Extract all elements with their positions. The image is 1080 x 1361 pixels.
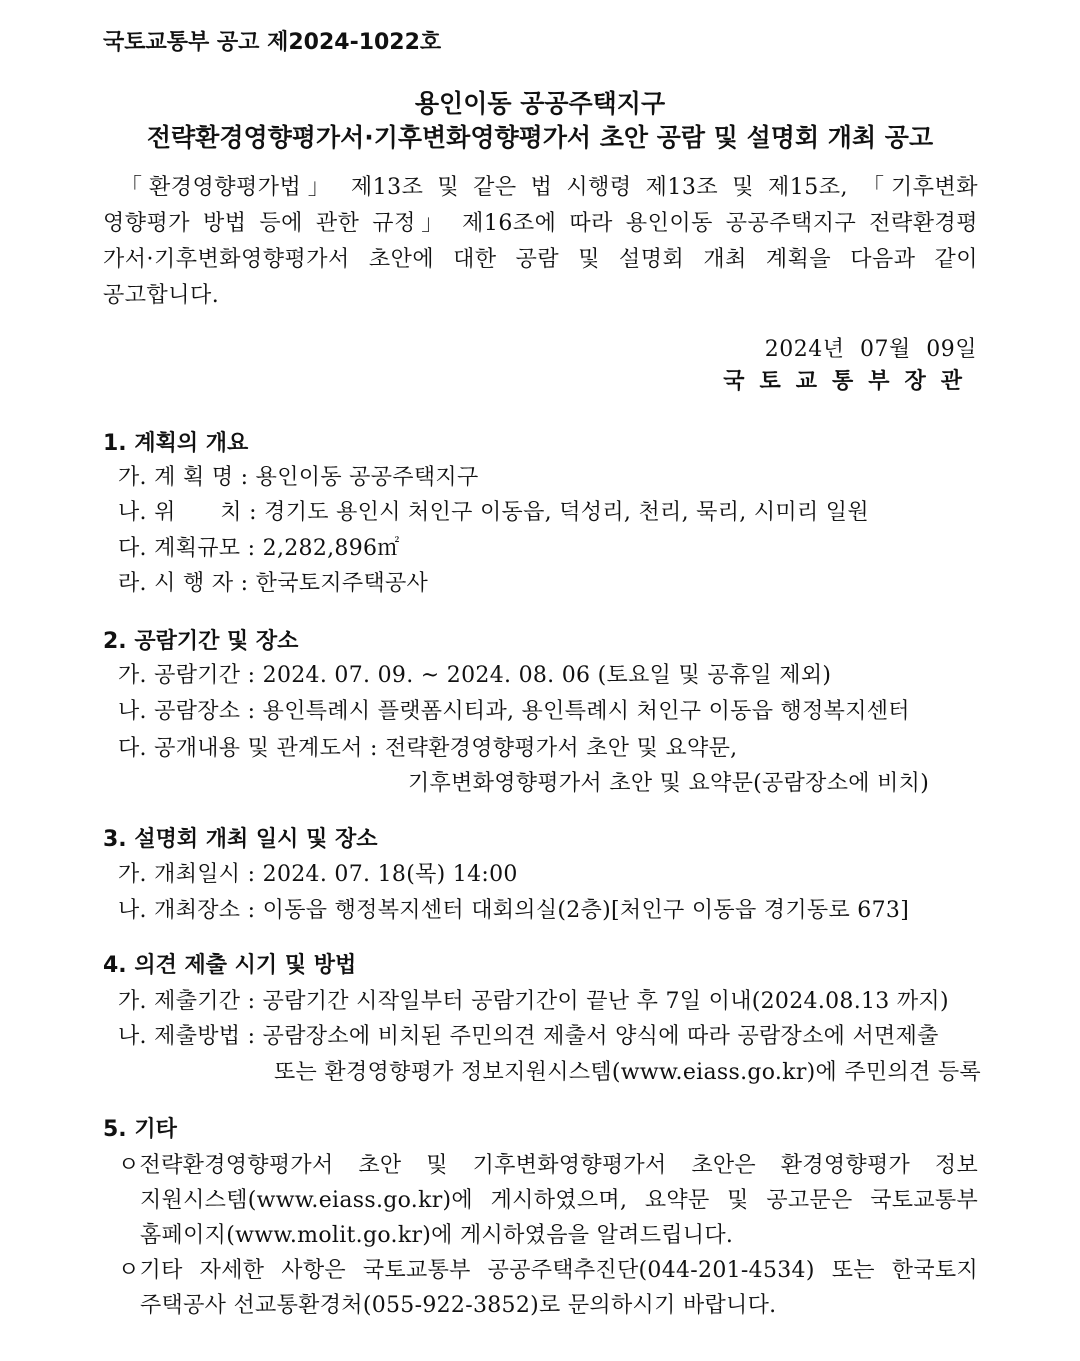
etc-paragraph-2-line-2: 주택공사 선교통환경처(055-922-3852)로 문의하시기 바랍니다. (140, 1293, 777, 1318)
inspection-period: 가. 공람기간 : 2024. 07. 09. ~ 2024. 08. 06 (토요일 및 공휴일 제외) (118, 663, 832, 688)
notice-date: 2024년 07월 09일 (764, 337, 977, 362)
title-line-1: 용인이동 공공주택지구 (414, 89, 666, 118)
public-documents: 다. 공개내용 및 관계도서 : 전략환경영향평가서 초안 및 요약문, (118, 736, 738, 761)
section-2-heading: 2. 공람기간 및 장소 (103, 629, 299, 654)
etc-paragraph-1-line-3: 홈페이지(www.molit.go.kr)에 게시하였음을 알려드립니다. (140, 1223, 734, 1248)
section-1-heading: 1. 계획의 개요 (103, 431, 249, 456)
issuer: 국토교통부장관 (723, 369, 977, 394)
public-documents-cont: 기후변화영향평가서 초안 및 요약문(공람장소에 비치) (408, 771, 930, 796)
inspection-place: 나. 공람장소 : 용인특례시 플랫폼시티과, 용인특례시 처인구 이동읍 행정복지센터 (118, 699, 910, 724)
title-line-2: 전략환경영향평가서·기후변화영향평가서 초안 공람 및 설명회 개최 공고 (146, 123, 934, 152)
section-3-heading: 3. 설명회 개최 일시 및 장소 (103, 827, 378, 852)
intro-line-2: 영향평가 방법 등에 관한 규정」 제16조에 따라 용인이동 공공주택지구 전략환경평 (103, 211, 978, 236)
intro-line-1: 「환경영향평가법」 제13조 및 같은 법 시행령 제13조 및 제15조, 「기후변화 (120, 175, 978, 200)
plan-location: 나. 위 치 : 경기도 용인시 처인구 이동읍, 덕성리, 천리, 묵리, 시미리 일원 (118, 500, 869, 525)
etc-paragraph-2-line-1: ㅇ기타 자세한 사항은 국토교통부 공공주택추진단(044-201-4534) 또는 한국토지 (118, 1258, 978, 1283)
briefing-place: 나. 개최장소 : 이동읍 행정복지센터 대회의실(2층)[처인구 이동읍 경기동로 673] (118, 898, 910, 923)
etc-paragraph-1-line-1: ㅇ전략환경영향평가서 초안 및 기후변화영향평가서 초안은 환경영향평가 정보 (118, 1153, 978, 1178)
plan-scale: 다. 계획규모 : 2,282,896㎡ (118, 536, 400, 561)
intro-line-3: 가서·기후변화영향평가서 초안에 대한 공람 및 설명회 개최 계획을 다음과 같이 (103, 247, 978, 272)
etc-paragraph-1-line-2: 지원시스템(www.eiass.go.kr)에 게시하였으며, 요약문 및 공고문은 국토교통부 (140, 1188, 978, 1213)
plan-operator: 라. 시 행 자 : 한국토지주택공사 (118, 571, 429, 596)
intro-line-4: 공고합니다. (103, 283, 220, 308)
section-5-heading: 5. 기타 (103, 1117, 177, 1142)
section-4-heading: 4. 의견 제출 시기 및 방법 (103, 953, 357, 978)
submission-method: 나. 제출방법 : 공람장소에 비치된 주민의견 제출서 양식에 따라 공람장소에 서면제출 (118, 1024, 939, 1049)
submission-period: 가. 제출기간 : 공람기간 시작일부터 공람기간이 끝난 후 7일 이내(2024.08.13 까지) (118, 989, 949, 1014)
notice-number: 국토교통부 공고 제2024-1022호 (103, 30, 442, 55)
briefing-datetime: 가. 개최일시 : 2024. 07. 18(목) 14:00 (118, 862, 518, 887)
submission-method-cont: 또는 환경영향평가 정보지원시스템(www.eiass.go.kr)에 주민의견 등록 (274, 1060, 981, 1085)
plan-name: 가. 계 획 명 : 용인이동 공공주택지구 (118, 465, 479, 490)
